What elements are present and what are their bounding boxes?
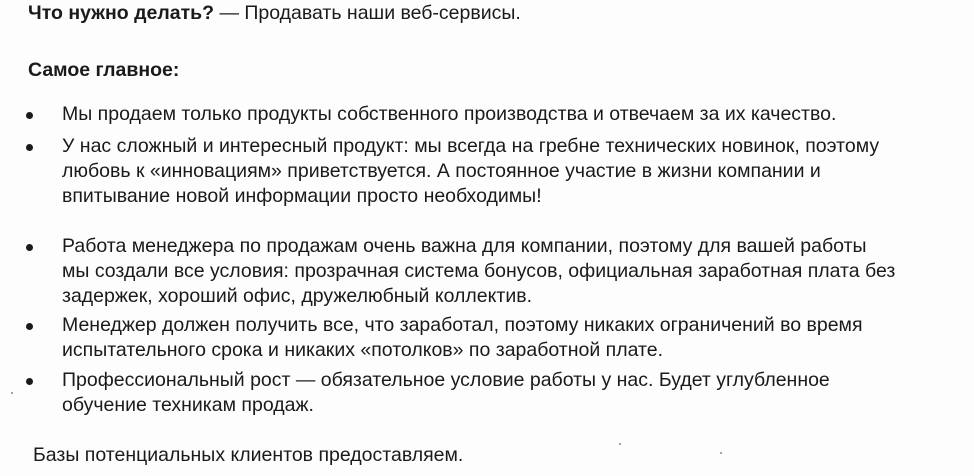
bullet-line: обучение техникам продаж. bbox=[62, 394, 314, 416]
bullet-line: Мы продаем только продукты собственного производства и отвечаем за их качество. bbox=[62, 103, 837, 125]
bullet-line: впитывание новой информации просто необходимы! bbox=[62, 185, 542, 207]
bullet-text bbox=[62, 234, 962, 309]
bullet-line: Профессиональный рост — обязательное условие работы у нас. Будет углубленное bbox=[62, 369, 830, 391]
bullet-dot-icon bbox=[26, 112, 33, 119]
bullet-line: Работа менеджера по продажам очень важна для компании, поэтому для вашей работы bbox=[62, 235, 867, 257]
bullet-dot-icon bbox=[26, 144, 33, 151]
bullet-dot-icon bbox=[26, 378, 33, 385]
question-line bbox=[28, 1, 521, 26]
bullet-line: задержек, хороший офис, дружелюбный коллектив. bbox=[62, 285, 532, 307]
scan-speck bbox=[619, 443, 621, 445]
bullet-line: У нас сложный и интересный продукт: мы всегда на гребне технических новинок, поэтому bbox=[62, 135, 880, 157]
bullet-text bbox=[62, 368, 962, 418]
scan-speck bbox=[720, 452, 722, 454]
bullet-line: испытательного срока и никаких «потолков» по заработной плате. bbox=[62, 339, 663, 361]
question-label: Что нужно делать? bbox=[28, 2, 215, 24]
bullet-line: Менеджер должен получить все, что заработал, поэтому никаких ограничений во время bbox=[62, 314, 863, 336]
footer-note: Базы потенциальных клиентов предоставляем. bbox=[33, 444, 464, 466]
bullet-text bbox=[62, 313, 962, 363]
section-heading: Самое главное: bbox=[28, 59, 180, 81]
bullet-line: любовь к «инновациям» приветствуется. А постоянное участие в жизни компании и bbox=[62, 160, 821, 182]
bullet-text bbox=[62, 102, 962, 127]
question-answer: — Продавать наши веб-сервисы. bbox=[214, 2, 521, 24]
scan-speck bbox=[11, 392, 13, 394]
bullet-dot-icon bbox=[26, 323, 33, 330]
bullet-line: мы создали все условия: прозрачная система бонусов, официальная заработная плата без bbox=[62, 260, 896, 282]
bullet-text bbox=[62, 134, 962, 209]
bullet-dot-icon bbox=[26, 244, 33, 251]
